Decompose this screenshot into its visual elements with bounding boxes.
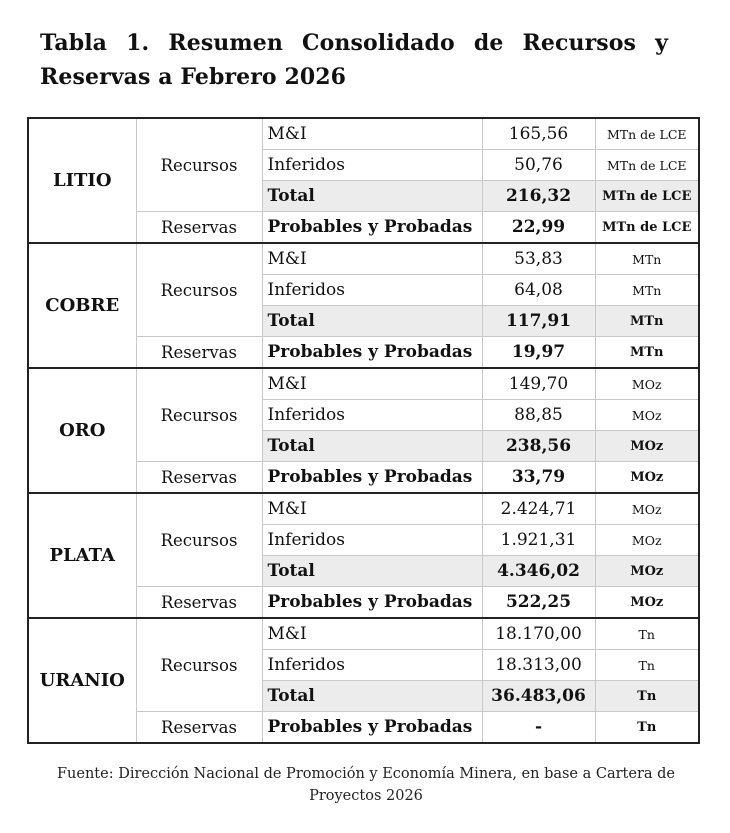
- unit-cell: MTn: [595, 275, 699, 306]
- subcategory-label: Inferidos: [262, 150, 482, 181]
- value-cell: 22,99: [482, 212, 595, 244]
- value-cell: 117,91: [482, 306, 595, 337]
- mineral-name: PLATA: [28, 493, 136, 618]
- value-cell: 165,56: [482, 118, 595, 150]
- unit-cell: MOz: [595, 400, 699, 431]
- value-cell: -: [482, 712, 595, 744]
- value-cell: 33,79: [482, 462, 595, 494]
- category-recursos: Recursos: [136, 243, 262, 337]
- subcategory-label: Probables y Probadas: [262, 712, 482, 744]
- table-row: [28, 493, 699, 525]
- value-cell: 216,32: [482, 181, 595, 212]
- value-cell: 1.921,31: [482, 525, 595, 556]
- subcategory-label: Inferidos: [262, 400, 482, 431]
- mineral-name: URANIO: [28, 618, 136, 743]
- value-cell: 18.313,00: [482, 650, 595, 681]
- subcategory-label: M&I: [262, 118, 482, 150]
- table-row: [28, 618, 699, 650]
- unit-cell: MOz: [595, 368, 699, 400]
- value-cell: 149,70: [482, 368, 595, 400]
- unit-cell: MOz: [595, 525, 699, 556]
- category-recursos: Recursos: [136, 618, 262, 712]
- subcategory-label: M&I: [262, 618, 482, 650]
- unit-cell: MOz: [595, 493, 699, 525]
- value-cell: 50,76: [482, 150, 595, 181]
- subcategory-label: Total: [262, 556, 482, 587]
- unit-cell: Tn: [595, 681, 699, 712]
- value-cell: 4.346,02: [482, 556, 595, 587]
- unit-cell: MTn de LCE: [595, 118, 699, 150]
- unit-cell: Tn: [595, 712, 699, 744]
- value-cell: 36.483,06: [482, 681, 595, 712]
- category-recursos: Recursos: [136, 368, 262, 462]
- subcategory-label: Total: [262, 431, 482, 462]
- category-reservas: Reservas: [136, 587, 262, 619]
- unit-cell: MOz: [595, 556, 699, 587]
- value-cell: 2.424,71: [482, 493, 595, 525]
- resources-table: [27, 117, 700, 744]
- category-reservas: Reservas: [136, 462, 262, 494]
- unit-cell: Tn: [595, 618, 699, 650]
- subcategory-label: M&I: [262, 493, 482, 525]
- subcategory-label: Probables y Probadas: [262, 212, 482, 244]
- category-recursos: Recursos: [136, 493, 262, 587]
- source-note: Fuente: Dirección Nacional de Promoción y Economía Minera, en base a Cartera de Proyectos 2026: [56, 766, 676, 804]
- table-title: Tabla 1. Resumen Consolidado de Recursos y Reservas a Febrero 2026: [40, 30, 668, 90]
- subcategory-label: Total: [262, 181, 482, 212]
- subcategory-label: Inferidos: [262, 275, 482, 306]
- unit-cell: MTn de LCE: [595, 150, 699, 181]
- value-cell: 522,25: [482, 587, 595, 619]
- subcategory-label: Inferidos: [262, 650, 482, 681]
- category-reservas: Reservas: [136, 712, 262, 744]
- mineral-name: COBRE: [28, 243, 136, 368]
- unit-cell: MOz: [595, 431, 699, 462]
- subcategory-label: Probables y Probadas: [262, 462, 482, 494]
- subcategory-label: M&I: [262, 243, 482, 275]
- value-cell: 18.170,00: [482, 618, 595, 650]
- subcategory-label: Total: [262, 681, 482, 712]
- category-reservas: Reservas: [136, 212, 262, 244]
- value-cell: 88,85: [482, 400, 595, 431]
- mineral-name: LITIO: [28, 118, 136, 243]
- table-row: [28, 243, 699, 275]
- value-cell: 64,08: [482, 275, 595, 306]
- category-reservas: Reservas: [136, 337, 262, 369]
- unit-cell: MTn: [595, 337, 699, 369]
- value-cell: 238,56: [482, 431, 595, 462]
- subcategory-label: Total: [262, 306, 482, 337]
- resources-table-body: [28, 118, 699, 743]
- subcategory-label: Probables y Probadas: [262, 587, 482, 619]
- subcategory-label: M&I: [262, 368, 482, 400]
- unit-cell: Tn: [595, 650, 699, 681]
- unit-cell: MTn: [595, 306, 699, 337]
- unit-cell: MTn de LCE: [595, 181, 699, 212]
- mineral-name: ORO: [28, 368, 136, 493]
- table-row: [28, 368, 699, 400]
- unit-cell: MOz: [595, 462, 699, 494]
- unit-cell: MTn de LCE: [595, 212, 699, 244]
- unit-cell: MOz: [595, 587, 699, 619]
- value-cell: 19,97: [482, 337, 595, 369]
- category-recursos: Recursos: [136, 118, 262, 212]
- value-cell: 53,83: [482, 243, 595, 275]
- unit-cell: MTn: [595, 243, 699, 275]
- subcategory-label: Inferidos: [262, 525, 482, 556]
- table-row: [28, 118, 699, 150]
- subcategory-label: Probables y Probadas: [262, 337, 482, 369]
